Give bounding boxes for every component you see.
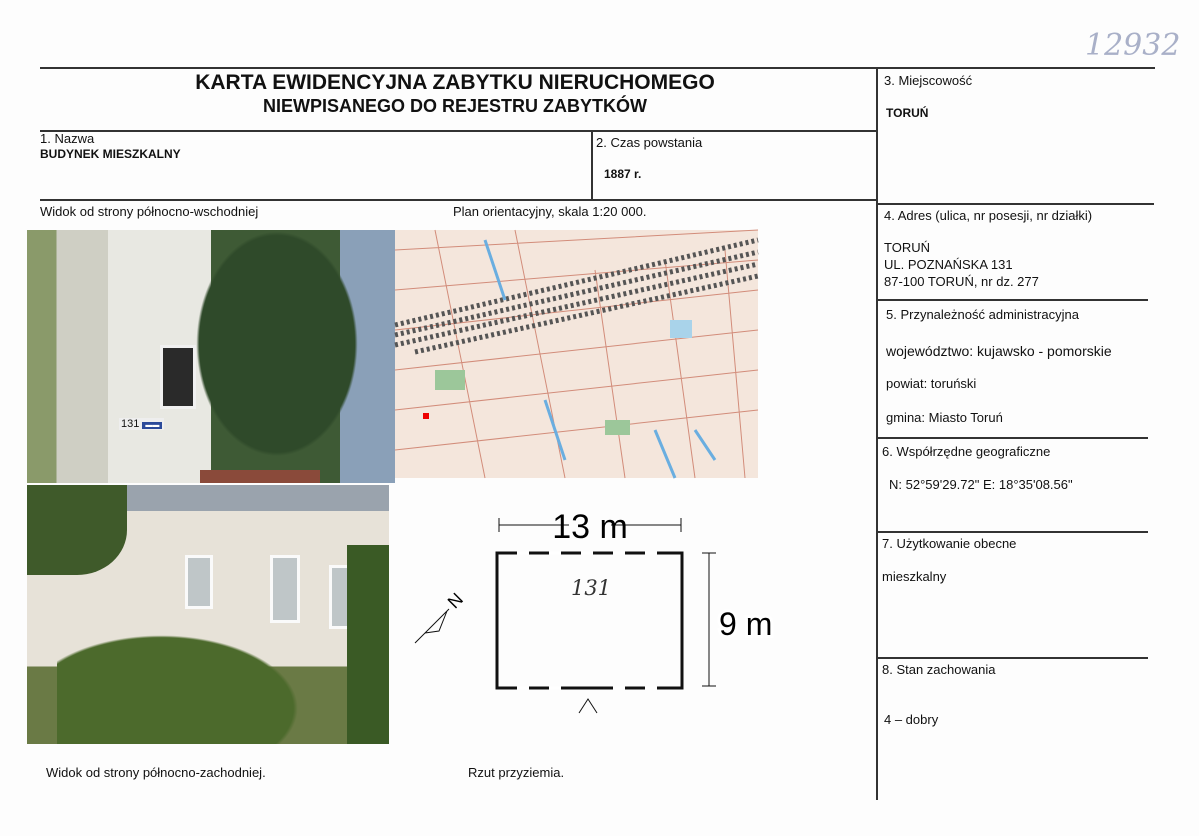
name-label: 1. Nazwa [40, 131, 95, 146]
window [160, 345, 196, 409]
caption-view-nw: Widok od strony północno-zachodniej. [46, 765, 266, 780]
name-value: BUDYNEK MIESZKALNY [40, 147, 181, 161]
address-label: 4. Adres (ulica, nr posesji, nr działki) [884, 208, 1093, 223]
divider [876, 657, 1148, 659]
tree [177, 230, 377, 483]
park [435, 370, 465, 390]
address-line: UL. POZNAŃSKA 131 [884, 257, 1013, 272]
county: powiat: toruński [886, 376, 977, 391]
depth-dimension [702, 553, 716, 686]
divider [40, 130, 876, 132]
address-line: 87-100 TORUŃ, nr dz. 277 [884, 274, 1039, 289]
title-line-1: KARTA EWIDENCYJNA ZABYTKU NIERUCHOMEGO [195, 71, 715, 94]
map-drawing [395, 230, 758, 478]
divider [876, 67, 878, 800]
sign-number: 131 [121, 418, 140, 430]
house-number-sign: 131 ▬▬ [119, 418, 164, 430]
divider [40, 67, 1155, 69]
north-arrow-icon [415, 609, 449, 643]
window [185, 555, 213, 609]
fence [200, 470, 320, 483]
divider [40, 199, 876, 201]
orientation-map [395, 230, 758, 478]
locality-label: 3. Miejscowość [884, 73, 973, 88]
date-label: 2. Czas powstania [596, 135, 703, 150]
commune: gmina: Miasto Toruń [886, 410, 1003, 425]
width-label: 13 m [552, 508, 628, 546]
depth-label: 9 m [719, 606, 773, 642]
building-number: 131 [570, 576, 612, 600]
location-marker [423, 413, 429, 419]
photo-northwest-view [27, 485, 389, 744]
usage-value: mieszkalny [882, 569, 947, 584]
tree [27, 485, 127, 575]
divider [876, 299, 1148, 301]
address-line: TORUŃ [884, 240, 930, 255]
park [605, 420, 630, 435]
condition-value: 4 – dobry [884, 712, 939, 727]
photo-northeast-view [27, 230, 395, 483]
caption-view-ne: Widok od strony północno-wschodniej [40, 204, 259, 219]
coords-label: 6. Współrzędne geograficzne [882, 444, 1051, 459]
coords-value: N: 52°59'29.72" E: 18°35'08.56" [889, 477, 1073, 492]
locality-value: TORUŃ [886, 106, 929, 120]
usage-label: 7. Użytkowanie obecne [882, 536, 1017, 551]
divider [876, 531, 1148, 533]
divider [876, 437, 1148, 439]
condition-label: 8. Stan zachowania [882, 662, 996, 677]
building-outline [497, 553, 682, 688]
voivodeship: województwo: kujawsko - pomorskie [886, 343, 1112, 359]
admin-label: 5. Przynależność administracyjna [886, 307, 1079, 322]
entrance-arrow-icon [579, 699, 597, 713]
title-line-2: NIEWPISANEGO DO REJESTRU ZABYTKÓW [262, 96, 648, 116]
water [670, 320, 692, 338]
divider [591, 130, 593, 200]
tree [347, 545, 389, 744]
inventory-number: 12932 [1085, 28, 1181, 63]
windows [517, 553, 657, 688]
ground-floor-plan [389, 485, 773, 745]
bush [57, 625, 317, 744]
date-value: 1887 r. [604, 167, 642, 181]
caption-plan: Plan orientacyjny, skala 1:20 000. [453, 204, 647, 219]
caption-ground-plan: Rzut przyziemia. [468, 765, 565, 780]
north-label: N [443, 588, 468, 613]
divider [876, 203, 1154, 205]
window [270, 555, 300, 623]
